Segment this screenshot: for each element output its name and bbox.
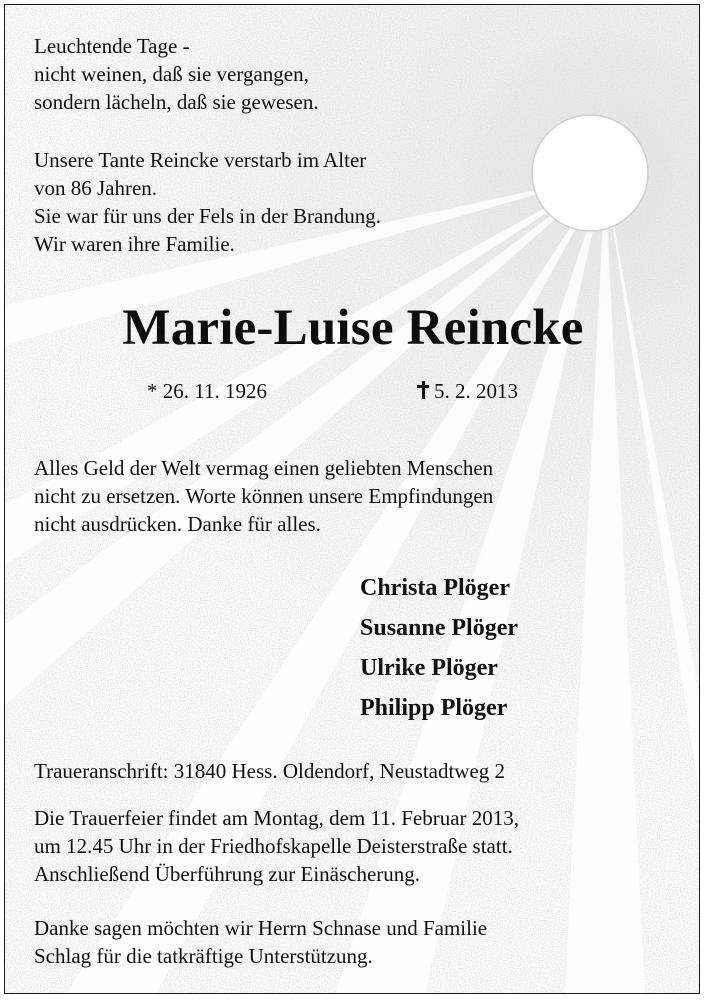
acknowledgement-line: Schlag für die tatkräftige Unterstützung. — [34, 944, 373, 968]
ceremony-line: um 12.45 Uhr in der Friedhofskapelle Deisterstraße statt. — [34, 834, 513, 858]
deceased-name: Marie-Luise Reincke — [122, 300, 584, 356]
thanks-line: nicht ausdrücken. Danke für alles. — [34, 512, 321, 536]
about-line: Sie war für uns der Fels in der Brandung. — [34, 204, 382, 228]
ceremony-line: Die Trauerfeier findet am Montag, dem 11. Februar 2013, — [34, 806, 520, 830]
death-date: 5. 2. 2013 — [434, 379, 518, 403]
obituary-notice — [4, 4, 700, 994]
poem-line: nicht weinen, daß sie vergangen, — [34, 62, 309, 86]
thanks-paragraph — [34, 454, 493, 538]
thanks-line: Alles Geld der Welt vermag einen geliebten Menschen — [34, 456, 494, 480]
life-dates — [5, 377, 700, 407]
about-line: von 86 Jahren. — [34, 176, 158, 200]
mourner-name: Ulrike Plöger — [360, 655, 498, 681]
thanks-line: nicht zu ersetzen. Worte können unsere Empfindungen — [34, 484, 494, 508]
ceremony-paragraph — [34, 804, 519, 888]
mourner-name: Susanne Plöger — [360, 615, 519, 641]
birth-date: * 26. 11. 1926 — [147, 379, 267, 403]
cross-icon — [417, 381, 429, 399]
mourner-name: Christa Plöger — [360, 575, 510, 601]
poem-line: sondern lächeln, daß sie gewesen. — [34, 90, 319, 114]
mourning-address: Traueranschrift: 31840 Hess. Oldendorf, Neustadtweg 2 — [34, 759, 506, 783]
mourners-list — [360, 568, 518, 728]
death-date-group — [417, 377, 518, 405]
ceremony-line: Anschließend Überführung zur Einäscherung. — [34, 862, 421, 886]
acknowledgement-paragraph — [34, 914, 487, 970]
mourner-name: Philipp Plöger — [360, 695, 508, 721]
acknowledgement-line: Danke sagen möchten wir Herrn Schnase und Familie — [34, 916, 488, 940]
poem-line: Leuchtende Tage - — [34, 34, 190, 58]
poem-verse — [34, 32, 319, 116]
about-line: Unsere Tante Reincke verstarb im Alter — [34, 148, 367, 172]
about-line: Wir waren ihre Familie. — [34, 232, 235, 256]
about-paragraph — [34, 146, 381, 258]
